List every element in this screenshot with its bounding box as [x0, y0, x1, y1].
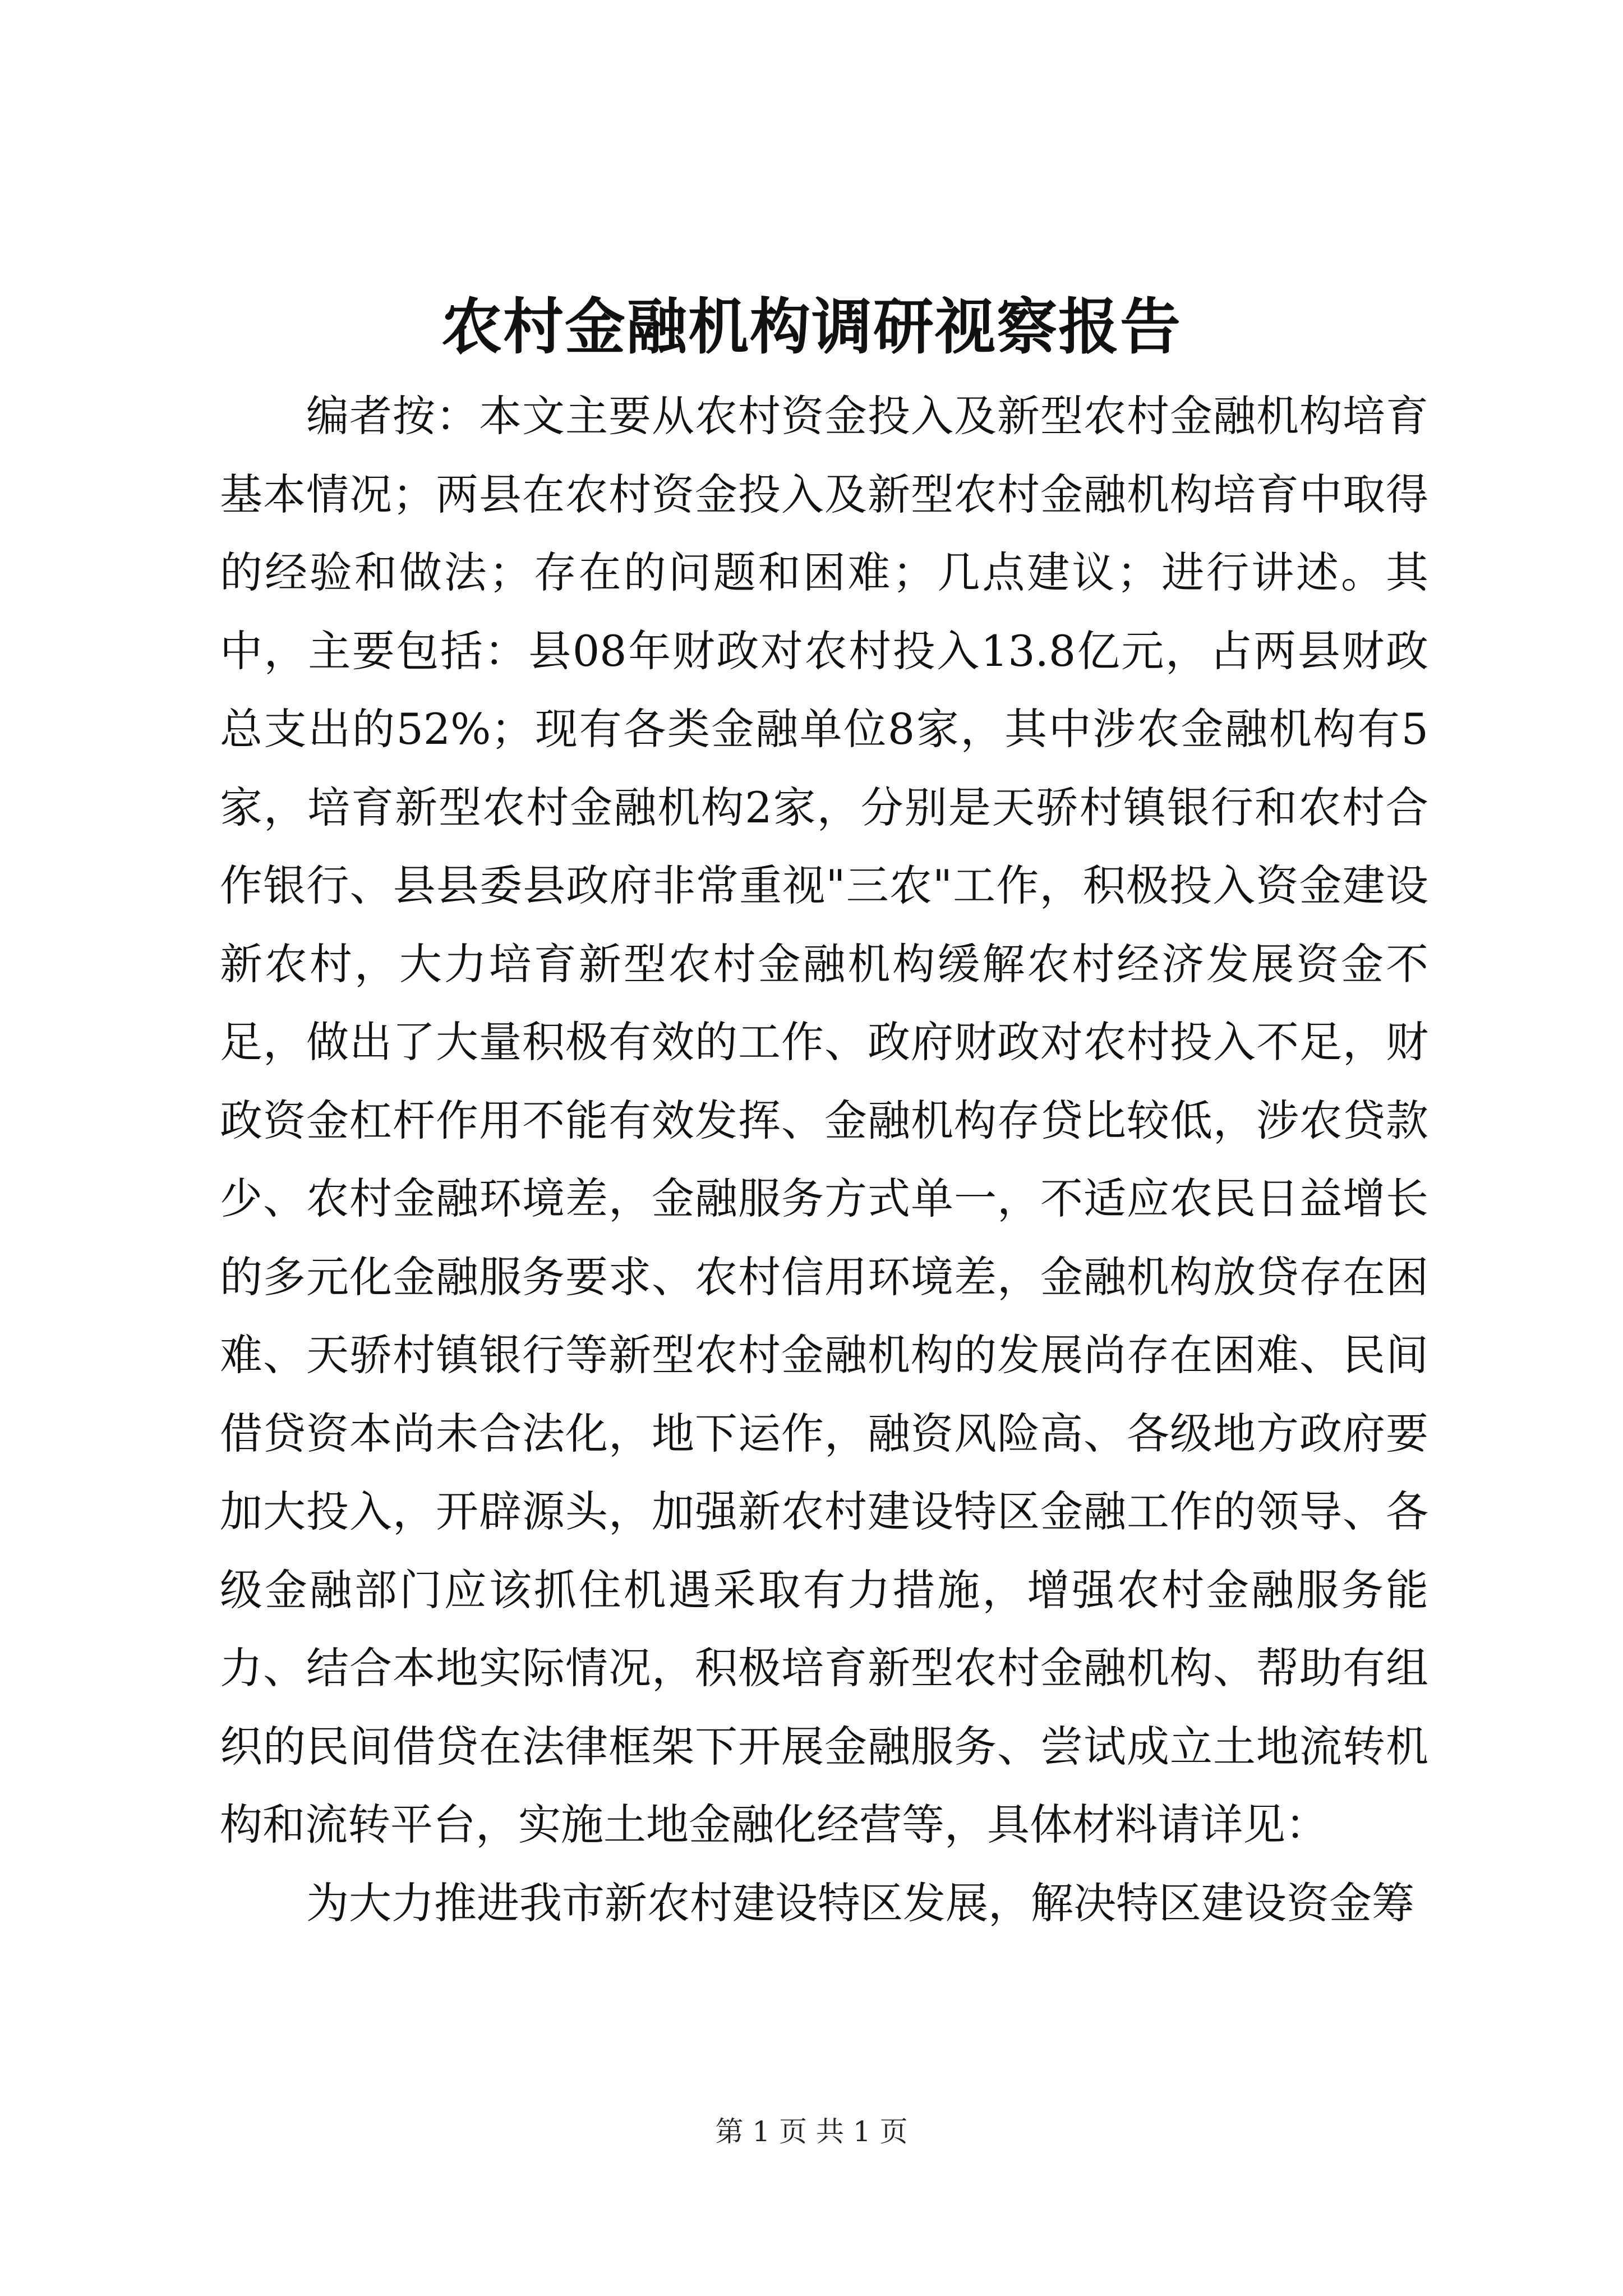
- page-footer: 第 1 页 共 1 页: [715, 2115, 908, 2148]
- document-body: [220, 377, 1428, 1942]
- document-title: 农村金融机构调研视察报告: [441, 292, 1182, 362]
- paragraph-editor-note: 编者按：本文主要从农村资金投入及新型农村金融机构培育基本情况；两县在农村资金投入及新型农村金融机构培育中取得的经验和做法；存在的问题和困难；几点建议；进行讲述。其中，主要包括：县08年财政对农村投入13.8亿元，占两县财政总支出的52%；现有各类金融单位8家，其中涉农金融机构有5家，培育新型农村金融机构2家，分别是天骄村镇银行和农村合作银行、县县委县政府非常重视"三农"工作，积极投入资金建设新农村，大力培育新型农村金融机构缓解农村经济发展资金不足，做出了大量积极有效的工作、政府财政对农村投入不足，财政资金杠杆作用不能有效发挥、金融机构存贷比较低，涉农贷款少、农村金融环境差，金融服务方式单一，不适应农民日益增长的多元化金融服务要求、农村信用环境差，金融机构放贷存在困难、天骄村镇银行等新型农村金融机构的发展尚存在困难、民间借贷资本尚未合法化，地下运作，融资风险高、各级地方政府要加大投入，开辟源头，加强新农村建设特区金融工作的领导、各级金融部门应该抓住机遇采取有力措施，增强农村金融服务能力、结合本地实际情况，积极培育新型农村金融机构、帮助有组织的民间借贷在法律框架下开展金融服务、尝试成立土地流转机构和流转平台，实施土地金融化经营等，具体材料请详见：: [220, 391, 1428, 1849]
- paragraph-intro: 为大力推进我市新农村建设特区发展，解决特区建设资金筹: [306, 1878, 1414, 1928]
